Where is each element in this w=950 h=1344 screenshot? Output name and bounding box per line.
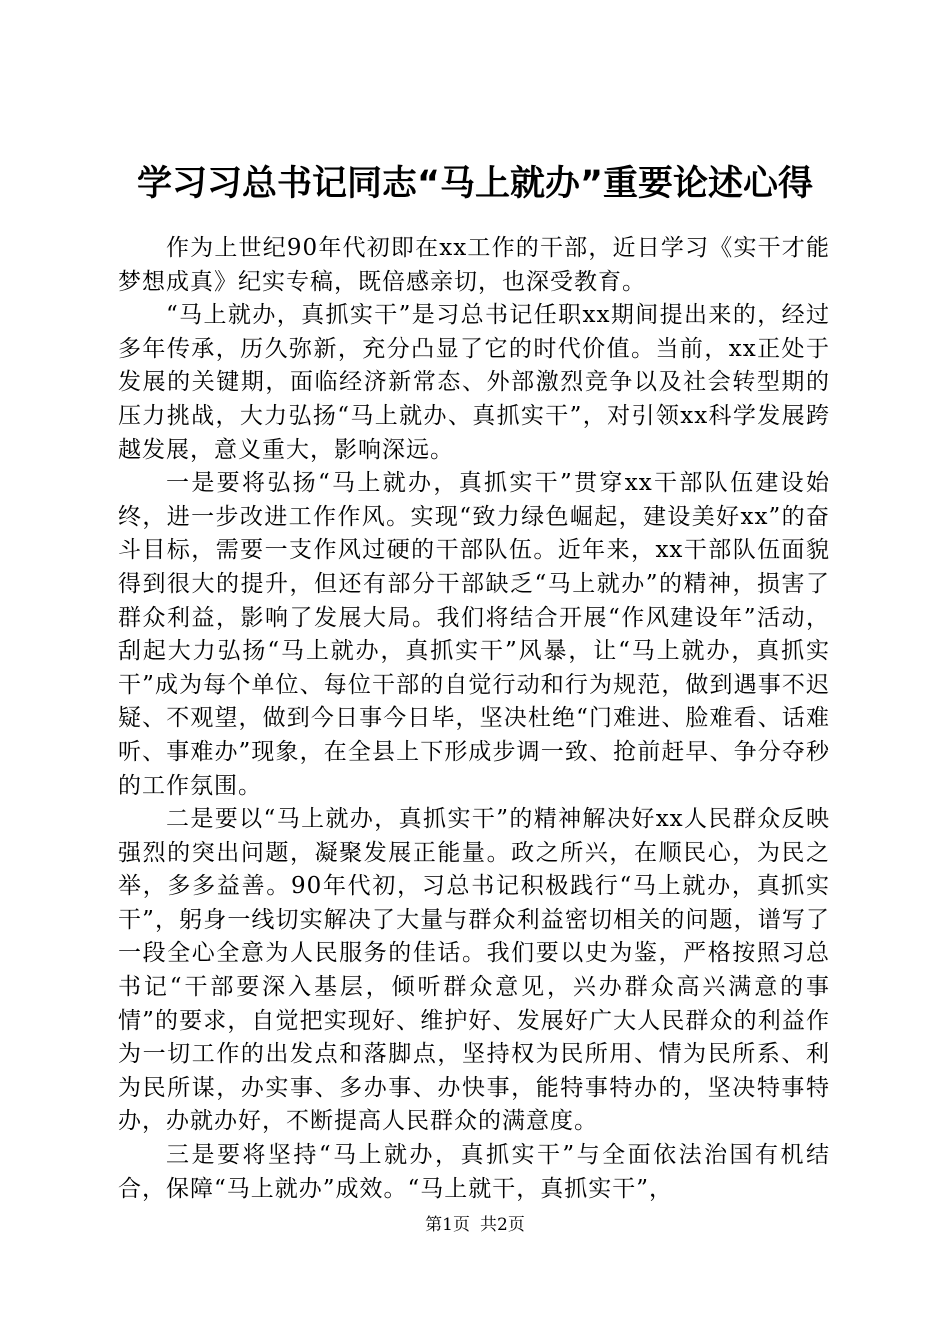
document-title: 学习习总书记同志“马上就办”重要论述心得	[136, 164, 813, 204]
paragraph-point-three: 三是要将坚持“马上就办，真抓实干”与全面依法治国有机结合，保障“马上就办”成效。“马上就干，真抓实干”，	[118, 1142, 830, 1202]
page-number: 第1页	[425, 1215, 470, 1235]
paragraph-point-one: 一是要将弘扬“马上就办，真抓实干”贯穿xx干部队伍建设始终，进一步改进工作作风。实现“致力绿色崛起，建设美好xx”的奋斗目标，需要一支作风过硬的干部队伍。近年来，xx干部队伍面貌得到很大的提升，但还有部分干部缺乏“马上就办”的精神，损害了群众利益，影响了发展大局。我们将结合开展“作风建设年”活动，刮起大力弘扬“马上就办，真抓实干”风暴，让“马上就办，真抓实干”成为每个单位、每位干部的自觉行动和行为规范，做到遇事不迟疑、不观望，做到今日事今日毕，坚决杜绝“门难进、脸难看、话难听、事难办”现象，在全县上下形成步调一致、抢前赶早、争分夺秒的工作氛围。	[118, 470, 830, 799]
paragraph-intro: 作为上世纪90年代初即在xx工作的干部，近日学习《实干才能梦想成真》纪实专稿，既倍感亲切，也深受教育。	[118, 235, 830, 295]
page-footer	[0, 1213, 950, 1237]
paragraph-point-two: 二是要以“马上就办，真抓实干”的精神解决好xx人民群众反映强烈的突出问题，凝聚发展正能量。政之所兴，在顺民心，为民之举，多多益善。90年代初，习总书记积极践行“马上就办，真抓实干”，躬身一线切实解决了大量与群众利益密切相关的问题，谱写了一段全心全意为人民服务的佳话。我们要以史为鉴，严格按照习总书记“干部要深入基层，倾听群众意见，兴办群众高兴满意的事情”的要求，自觉把实现好、维护好、发展好广大人民群众的利益作为一切工作的出发点和落脚点，坚持权为民所用、情为民所系、利为民所谋，办实事、多办事、办快事，能特事特办的，坚决特事特办，办就办好，不断提高人民群众的满意度。	[118, 806, 830, 1135]
page-total: 共2页	[480, 1215, 525, 1235]
paragraph-background: “马上就办，真抓实干”是习总书记任职xx期间提出来的，经过多年传承，历久弥新，充分凸显了它的时代价值。当前，xx正处于发展的关键期，面临经济新常态、外部激烈竞争以及社会转型期的压力挑战，大力弘扬“马上就办、真抓实干”，对引领xx科学发展跨越发展，意义重大，影响深远。	[118, 302, 830, 463]
document-body	[118, 232, 830, 1206]
